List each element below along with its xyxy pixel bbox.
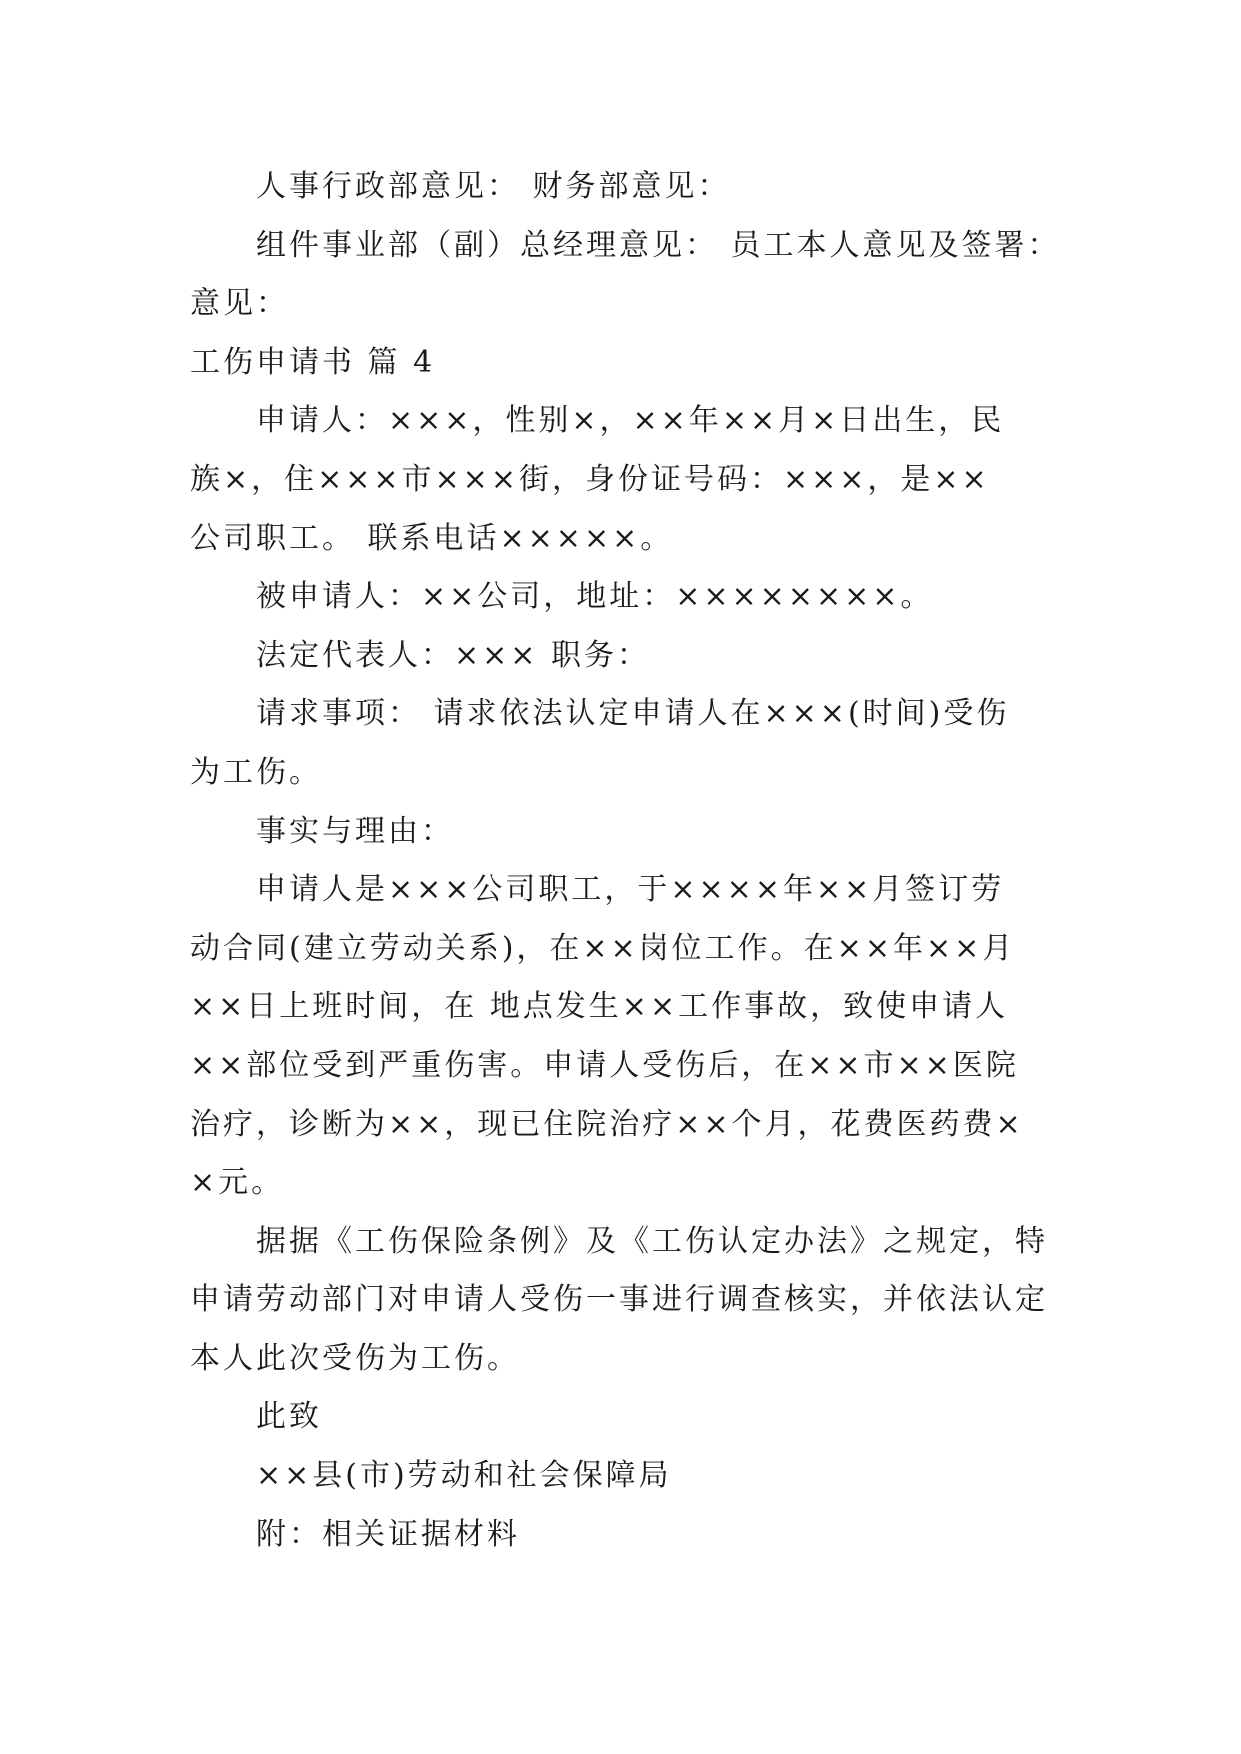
text-line: 请求事项： 请求依法认定申请人在×××(时间)受伤 <box>256 696 1010 732</box>
text-line: 动合同(建立劳动关系)，在××岗位工作。在××年××月 <box>190 930 1016 966</box>
text-line: ××县(市)劳动和社会保障局 <box>256 1458 672 1494</box>
text-line: 公司职工。 联系电话×××××。 <box>190 520 674 556</box>
text-line: 人事行政部意见： 财务部意见： <box>256 169 731 204</box>
text-line: 法定代表人：××× 职务： <box>256 637 650 673</box>
text-line: 为工伤。 <box>190 754 322 790</box>
text-line: 族×，住×××市×××街，身份证号码：×××，是×× <box>190 461 990 497</box>
text-line: ××部位受到严重伤害。申请人受伤后，在××市××医院 <box>190 1047 1019 1083</box>
text-line: ×元。 <box>190 1165 285 1201</box>
text-line: 此致 <box>256 1399 322 1435</box>
text-line: 申请人是×××公司职工，于××××年××月签订劳 <box>256 872 1005 908</box>
text-line: 意见： <box>190 286 289 322</box>
text-line: 组件事业部（副）总经理意见： 员工本人意见及签署： <box>256 227 1061 263</box>
text-line: 治疗，诊断为××，现已住院治疗××个月，花费医药费× <box>190 1106 1024 1142</box>
section-heading: 工伤申请书 篇 4 <box>190 344 436 380</box>
document-page <box>190 158 1061 1564</box>
text-line: ××日上班时间，在 地点发生××工作事故，致使申请人 <box>190 989 1009 1025</box>
text-line: 附：相关证据材料 <box>256 1516 520 1552</box>
text-line: 事实与理由： <box>256 813 454 849</box>
text-line: 据据《工伤保险条例》及《工伤认定办法》之规定，特 <box>256 1223 1048 1259</box>
text-line: 本人此次受伤为工伤。 <box>190 1340 520 1376</box>
text-line: 申请劳动部门对申请人受伤一事进行调查核实，并依法认定 <box>190 1282 1048 1318</box>
text-line: 被申请人：××公司，地址：××××××××。 <box>256 579 934 615</box>
text-line: 申请人：×××，性别×，××年××月×日出生，民 <box>256 403 1005 439</box>
